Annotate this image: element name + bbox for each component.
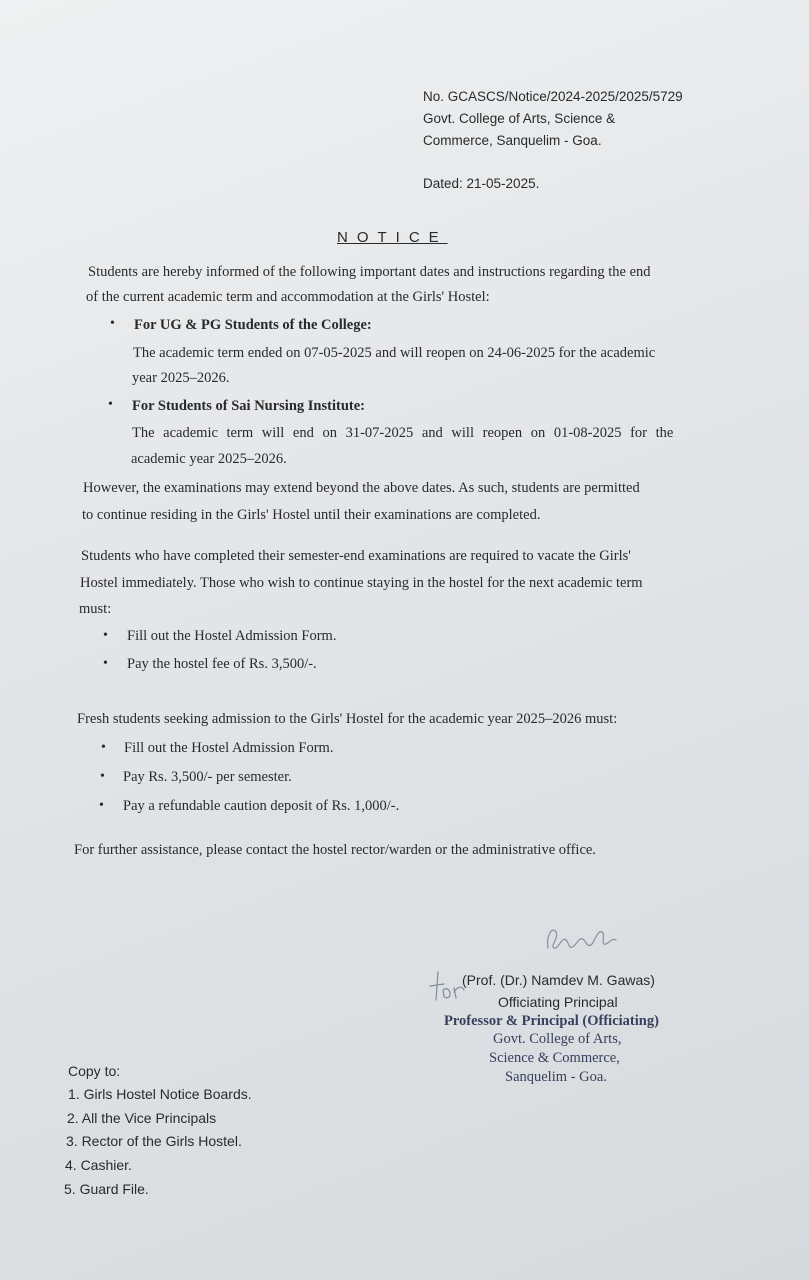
vacate-line1: Students who have completed their semester-end examinations are required to vacate the Girls' (81, 548, 631, 564)
signatory-name: (Prof. (Dr.) Namdev M. Gawas) (462, 972, 655, 988)
vacate-item: Fill out the Hostel Admission Form. (127, 628, 337, 644)
copy-to-item: 1. Girls Hostel Notice Boards. (68, 1086, 252, 1102)
term-heading-nursing: For Students of Sai Nursing Institute: (132, 398, 365, 414)
copy-to-item: 4. Cashier. (65, 1157, 132, 1173)
term-ug-pg-line1: The academic term ended on 07-05-2025 and will reopen on 24-06-2025 for the academic (133, 345, 656, 361)
stamp-line2: Govt. College of Arts, (493, 1031, 622, 1047)
notice-date: Dated: 21-05-2025. (423, 176, 540, 191)
vacate-line2: Hostel immediately. Those who wish to continue staying in the hostel for the next academic term (80, 575, 643, 591)
stamp-line4: Sanquelim - Goa. (505, 1069, 607, 1085)
vacate-item: Pay the hostel fee of Rs. 3,500/-. (127, 656, 317, 672)
notice-title: NOTICE (337, 229, 448, 246)
bullet-dot: • (99, 798, 104, 813)
term-ug-pg-line2: year 2025–2026. (132, 370, 230, 386)
fresh-item: Pay a refundable caution deposit of Rs. 1,000/-. (123, 798, 400, 814)
stamp-line1: Professor & Principal (Officiating) (444, 1013, 659, 1029)
bullet-dot: • (110, 316, 115, 331)
fresh-intro: Fresh students seeking admission to the Girls' Hostel for the academic year 2025–2026 must: (77, 711, 618, 727)
exams-line2: to continue residing in the Girls' Hostel until their examinations are completed. (82, 507, 541, 523)
bullet-dot: • (103, 656, 108, 671)
fresh-item: Fill out the Hostel Admission Form. (124, 740, 334, 756)
notice-number: No. GCASCS/Notice/2024-2025/2025/5729 (423, 89, 683, 104)
vacate-line3: must: (79, 601, 112, 617)
copy-to-item: 5. Guard File. (64, 1181, 149, 1197)
copy-to-item: 2. All the Vice Principals (67, 1110, 217, 1126)
college-name-line1: Govt. College of Arts, Science & (423, 111, 616, 126)
college-name-line2: Commerce, Sanquelim - Goa. (423, 133, 602, 148)
term-heading-ug-pg: For UG & PG Students of the College: (134, 317, 372, 333)
intro-line2: of the current academic term and accommodation at the Girls' Hostel: (86, 289, 490, 305)
signatory-designation: Officiating Principal (498, 994, 618, 1010)
signature-scribble-icon (540, 918, 620, 958)
bullet-dot: • (101, 740, 106, 755)
bullet-dot: • (103, 628, 108, 643)
copy-to-item: 3. Rector of the Girls Hostel. (66, 1133, 242, 1149)
bullet-dot: • (108, 397, 113, 412)
copy-to-label: Copy to: (68, 1063, 121, 1079)
term-nursing-line1: The academic term will end on 31-07-2025 and will reopen on 01-08-2025 for the (132, 425, 674, 441)
stamp-line3: Science & Commerce, (489, 1050, 620, 1066)
assistance-line: For further assistance, please contact the hostel rector/warden or the administrative office. (74, 842, 596, 858)
exams-line1: However, the examinations may extend beyond the above dates. As such, students are permitted (83, 480, 640, 496)
fresh-item: Pay Rs. 3,500/- per semester. (123, 769, 292, 785)
term-nursing-line2: academic year 2025–2026. (131, 451, 287, 467)
intro-line1: Students are hereby informed of the following important dates and instructions regarding the end (88, 264, 651, 280)
bullet-dot: • (100, 769, 105, 784)
